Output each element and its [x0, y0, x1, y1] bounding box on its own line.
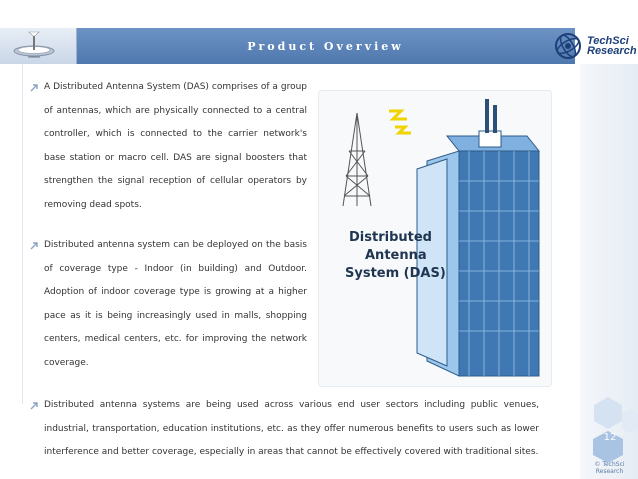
bullet-arrow-icon: [30, 242, 38, 250]
brand-name: [587, 36, 637, 56]
illustration-label-1: Distributed: [349, 230, 432, 245]
page-number: 12: [603, 432, 617, 443]
page-title: Product Overview: [247, 39, 404, 53]
bullet-text-2: Distributed antenna system can be deployed on the basis of coverage type - Indoor (in building) and Outdoor. Adoption of indoor coverage type is growing at a higher pace as it is being increasingly used in malls, shopping centers, medical centers, etc. for improving the network coverage.: [44, 240, 307, 368]
illustration-label-3: System (DAS): [345, 266, 446, 281]
bullet-text-3: Distributed antenna systems are being used across various end user sectors including public venues, industrial, transportation, education institutions, etc. as they offer numerous benefits to users such as lower interference and better coverage, especially in areas that cannot be effectively covered with traditional sites.: [44, 400, 539, 457]
das-building-image: [319, 91, 551, 386]
illustration-label-2: Antenna: [365, 248, 427, 263]
globe-icon: [553, 31, 583, 61]
das-illustration: [318, 90, 552, 387]
bullet-arrow-icon: [30, 402, 38, 410]
brand-logo: [553, 28, 638, 64]
header-antenna-box: [0, 28, 77, 64]
brand-line-2: Research: [587, 45, 637, 57]
left-divider: [22, 64, 23, 404]
brand-line-1: TechSci: [587, 35, 629, 47]
copyright: © TechSci Research: [594, 461, 625, 475]
bullet-text-1: A Distributed Antenna System (DAS) comprises of a group of antennas, which are physically connected to a central controller, which is connected to the carrier network's base station or macro cell. DAS are signal boosters that strengthen the signal reception of cellular operators by removing dead spots.: [44, 82, 307, 210]
antenna-icon: [0, 28, 76, 64]
bullet-arrow-icon: [30, 84, 38, 92]
radio-tower: [343, 113, 371, 206]
hexagon-decoration: [578, 395, 638, 465]
